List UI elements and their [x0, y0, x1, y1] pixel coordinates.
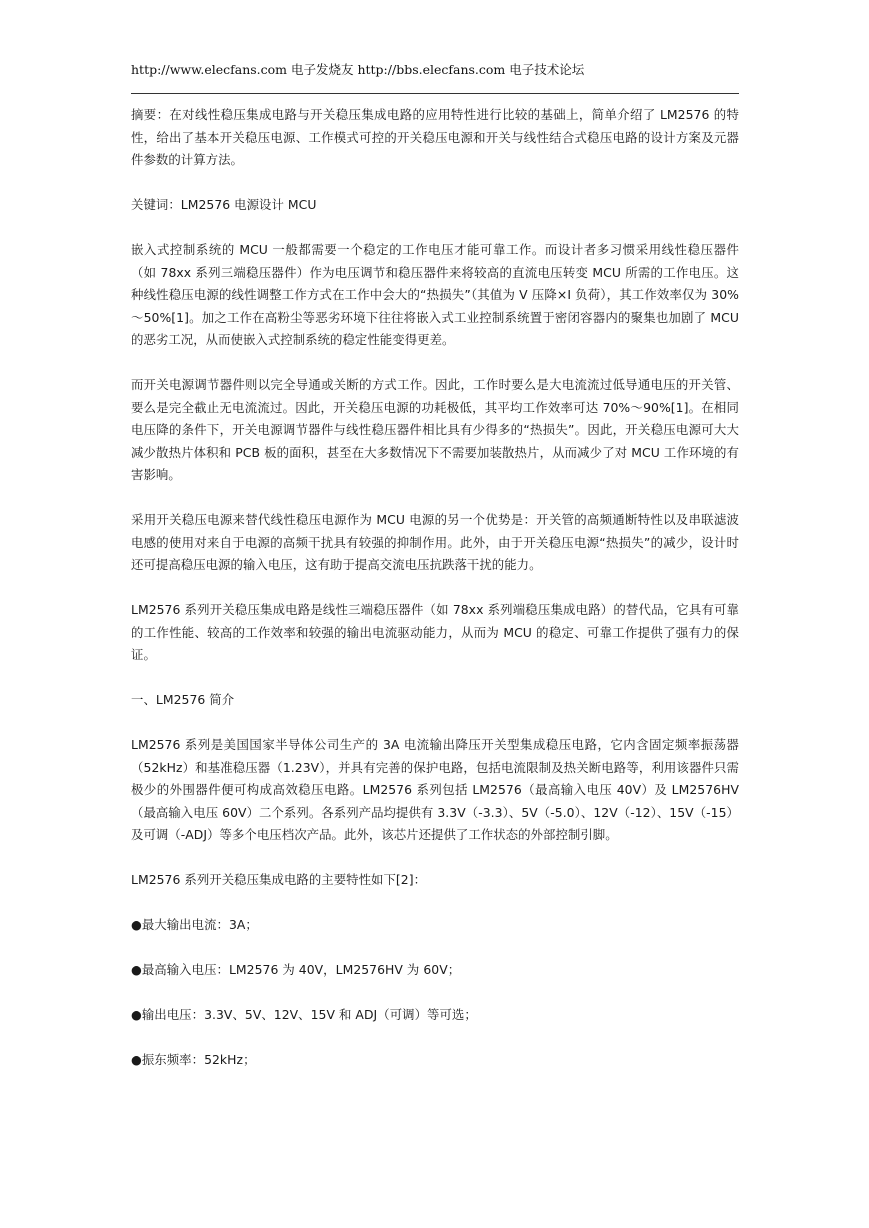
lm2576-overview-paragraph: LM2576 系列是美国国家半导体公司生产的 3A 电流输出降压开关型集成稳压电路，它内含固定频率振荡器（52kHz）和基准稳压器（1.23V），并具有完善的保护电路，包括电流限制及热关断电路等，利用该器件只需极少的外围器件便可构成高效稳压电路。LM2576 系列包括 LM2576（最高输入电压 40V）及 LM2576HV（最高输入电压 60V）二个系列。各系列产品均提供有 3.3V（-3.3）、5V（-5.0）、12V（-12）、15V（-15）及可调（-ADJ）等多个电压档次产品。此外，该芯片还提供了工作状态的外部控制引脚。: [131, 737, 739, 842]
keywords-line: 关键词：LM2576 电源设计 MCU: [131, 197, 317, 212]
header-divider: [131, 93, 739, 94]
list-item: ●最大输出电流：3A；: [131, 917, 258, 932]
intro-paragraph-2: 而开关电源调节器件则以完全导通或关断的方式工作。因此，工作时要么是大电流流过低导通电压的开关管、要么是完全截止无电流流过。因此，开关稳压电源的功耗极低，其平均工作效率可达 70%～90%[1]。在相同电压降的条件下，开关电源调节器件与线性稳压器件相比具有少得多的“热损失”。因此，开关稳压电源可大大减少散热片体积和 PCB 板的面积，甚至在大多数情况下不需要加装散热片，从而减少了对 MCU 工作环境的有害影响。: [131, 377, 739, 482]
features-intro-line: LM2576 系列开关稳压集成电路的主要特性如下[2]：: [131, 872, 427, 887]
abstract-paragraph: 摘要：在对线性稳压集成电路与开关稳压集成电路的应用特性进行比较的基础上，简单介绍了 LM2576 的特性，给出了基本开关稳压电源、工作模式可控的开关稳压电源和开关与线性结合式稳压电路的设计方案及元器件参数的计算方法。: [131, 107, 739, 167]
intro-paragraph-4: LM2576 系列开关稳压集成电路是线性三端稳压器件（如 78xx 系列端稳压集成电路）的替代品，它具有可靠的工作性能、较高的工作效率和较强的输出电流驱动能力，从而为 MCU 的稳定、可靠工作提供了强有力的保证。: [131, 602, 739, 662]
page-header: http://www.elecfans.com 电子发烧友 http://bbs.elecfans.com 电子技术论坛: [131, 62, 585, 77]
list-item: ●振东频率：52kHz；: [131, 1052, 256, 1067]
intro-paragraph-3: 采用开关稳压电源来替代线性稳压电源作为 MCU 电源的另一个优势是：开关管的高频通断特性以及串联滤波电感的使用对来自于电源的高频干扰具有较强的抑制作用。此外，由于开关稳压电源“热损失”的减少，设计时还可提高稳压电源的输入电压，这有助于提高交流电压抗跌落干扰的能力。: [131, 512, 739, 572]
intro-paragraph-1: 嵌入式控制系统的 MCU 一般都需要一个稳定的工作电压才能可靠工作。而设计者多习惯采用线性稳压器件（如 78xx 系列三端稳压器件）作为电压调节和稳压器件来将较高的直流电压转变 MCU 所需的工作电压。这种线性稳压电源的线性调整工作方式在工作中会大的“热损失”（其值为 V 压降×I 负荷），其工作效率仅为 30%～50%[1]。加之工作在高粉尘等恶劣环境下往往将嵌入式工业控制系统置于密闭容器内的聚集也加剧了 MCU 的恶劣工况，从而使嵌入式控制系统的稳定性能变得更差。: [131, 242, 739, 347]
document-page: [131, 0, 739, 1228]
list-item: ●输出电压：3.3V、5V、12V、15V 和 ADJ（可调）等可选；: [131, 1007, 477, 1022]
feature-list: [131, 914, 739, 1072]
list-item: ●最高输入电压：LM2576 为 40V，LM2576HV 为 60V；: [131, 962, 461, 977]
article-body: [131, 104, 739, 1094]
section-heading: 一、LM2576 简介: [131, 692, 235, 707]
